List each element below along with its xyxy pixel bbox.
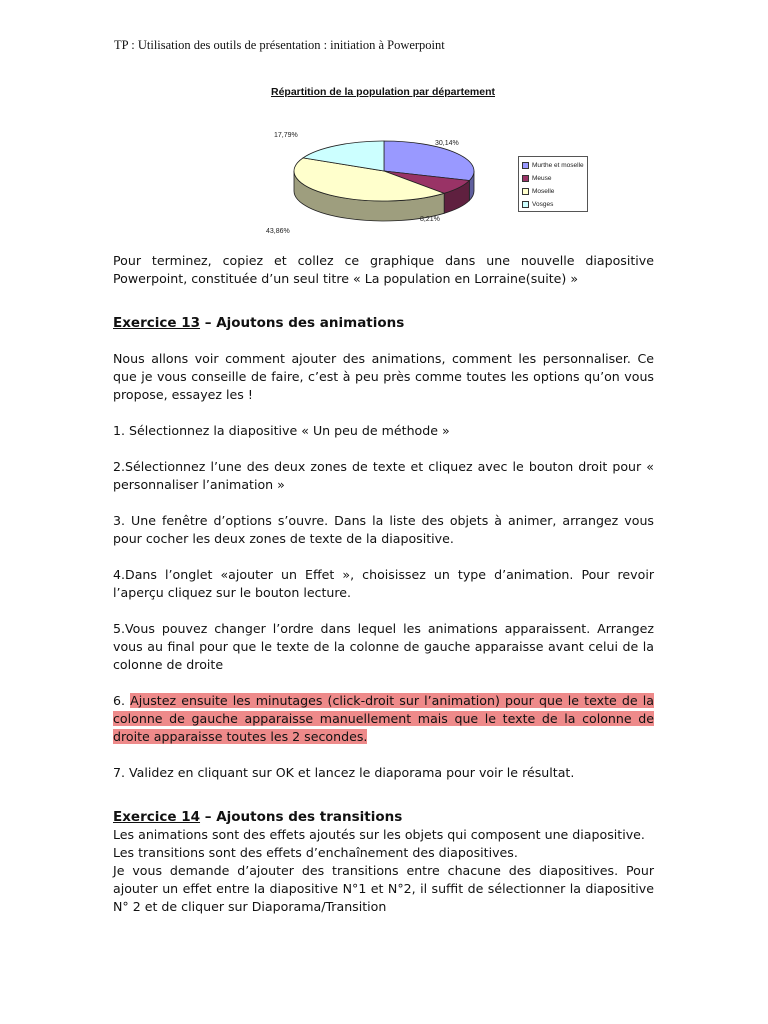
legend-item — [522, 198, 587, 211]
step-1: 1. Sélectionnez la diapositive « Un peu de méthode » — [113, 423, 450, 438]
exercise-13-number: Exercice 13 — [113, 315, 201, 331]
legend-label: Moselle — [532, 188, 555, 195]
legend-swatch — [522, 175, 529, 182]
slice-label-2: 43,86% — [266, 228, 290, 235]
step-6-highlighted-text: Ajustez ensuite les minutages (click-droit sur l’animation) pour que le texte de la colonne de gauche apparaisse manuellement mais que le texte de la colonne de droite apparaisse toutes les 2 secondes. — [113, 693, 654, 744]
exercise-14-line-1: Les animations sont des effets ajoutés sur les objets qui composent une diapositive. — [113, 827, 645, 842]
exercise-14-dash: – — [200, 809, 217, 825]
legend-label: Vosges — [532, 201, 554, 208]
slice-label-0: 30,14% — [435, 140, 459, 147]
legend-swatch — [522, 162, 529, 169]
exercise-13-dash: – — [200, 315, 217, 331]
chart-title: Répartition de la population par département — [270, 86, 496, 98]
step-3: 3. Une fenêtre d’options s’ouvre. Dans la liste des objets à animer, arrangez vous pour cocher les deux zones de texte de la diapositive. — [113, 513, 654, 546]
exercise-14-heading — [113, 808, 654, 826]
step-2: 2.Sélectionnez l’une des deux zones de texte et cliquez avec le bouton droit pour « personnaliser l’animation » — [113, 459, 654, 492]
slice-label-1: 8,21% — [420, 216, 440, 223]
step-4: 4.Dans l’onglet «ajouter un Effet », choisissez un type d’animation. Pour revoir l’aperçu cliquez sur le bouton lecture. — [113, 567, 654, 600]
exercise-14-number: Exercice 14 — [113, 809, 201, 825]
step-7: 7. Validez en cliquant sur OK et lancez le diaporama pour voir le résultat. — [113, 765, 575, 780]
legend-item — [522, 172, 587, 185]
step-5: 5.Vous pouvez changer l’ordre dans lequel les animations apparaissent. Arrangez vous au final pour que le texte de la colonne de gauche apparaisse avant celui de la colonne de droite — [113, 621, 654, 672]
exercise-14-title: Ajoutons des transitions — [216, 809, 403, 825]
legend-item — [522, 185, 587, 198]
exercise-13-heading — [113, 314, 654, 332]
exercise-14-line-2: Les transitions sont des effets d’enchaînement des diapositives. — [113, 845, 518, 860]
legend-label: Murthe et moselle — [532, 162, 584, 169]
chart-legend — [518, 156, 588, 212]
step-6 — [113, 692, 654, 746]
exercise-14-line-3: Je vous demande d’ajouter des transitions entre chacune des diapositives. Pour ajouter un effet entre la diapositive N°1 et N°2, il suffit de sélectionner la diapositive N° 2 et de cliquer sur Diaporama/Transition — [113, 863, 654, 914]
pie-svg — [250, 84, 516, 239]
legend-label: Meuse — [532, 175, 552, 182]
slice-label-3: 17,79% — [274, 132, 298, 139]
document-body — [113, 252, 654, 916]
exercise-13-intro: Nous allons voir comment ajouter des animations, comment les personnaliser. Ce que je vous conseille de faire, c’est à peu près comme toutes les options qu’on vous propose, essayez les ! — [113, 351, 654, 402]
step-6-number: 6. — [113, 693, 131, 708]
legend-swatch — [522, 188, 529, 195]
legend-item — [522, 159, 587, 172]
exercise-13-title: Ajoutons des animations — [216, 315, 405, 331]
legend-swatch — [522, 201, 529, 208]
intro-paragraph: Pour terminez, copiez et collez ce graphique dans une nouvelle diapositive Powerpoint, constituée d’un seul titre « La population en Lorraine(suite) » — [113, 253, 654, 286]
pie-chart — [250, 84, 600, 239]
page-header: TP : Utilisation des outils de présentation : initiation à Powerpoint — [114, 38, 445, 52]
